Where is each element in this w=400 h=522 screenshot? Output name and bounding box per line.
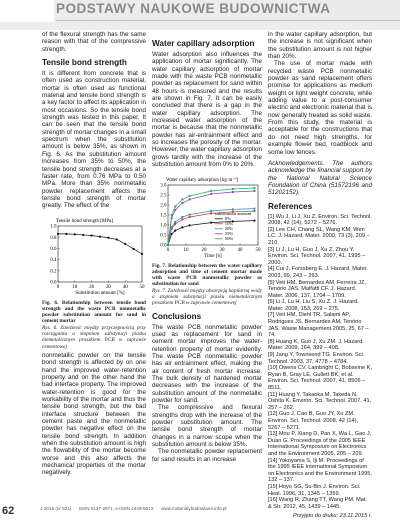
data-point xyxy=(253,189,255,191)
data-point xyxy=(181,226,183,228)
reference-item: [14] Yokoyama S, Iji M. Proceedings of the 1995 IEEE International Symposium on Electronics and the Environment 1995, 132 – 137. xyxy=(268,457,372,484)
data-point xyxy=(65,232,67,234)
reference-list xyxy=(268,214,372,511)
y-tick-label: 0.0 xyxy=(50,280,57,286)
data-point xyxy=(253,219,255,221)
paragraph-intro: of the flexural strength has the same reason with that of the compressive strength. xyxy=(42,31,146,53)
legend-label: 10% xyxy=(224,220,234,226)
paragraph-tensile: It is different from concrete that is often used as construction material, mortar is often used as functional material and tensile bond strength is a key factor to affect its application in most occasions. So the tensile bond strength was tested in this paper. It can be seen that the tensile bond strength of mortar changes in a small spectrum when the substitution amount is below 35%, as shown in Fig. 6. As the substitution amount increases from 35% to 50%, the tensile bond strength decreases at a faster rate, from 0.76 MPa to 0.50 MPa. More than 35% nonmetallic powder replacement affects the tensile bond strength of mortar greatly. The effect of the xyxy=(42,70,146,210)
data-point xyxy=(210,221,212,223)
x-tick-label: 20 xyxy=(201,247,207,253)
journal-header xyxy=(0,0,400,30)
figure-7 xyxy=(152,173,262,307)
reference-item: [15] Hoyo SG, Su-Bin J. Environ. Sci. Heal. 1996, 31, 1345 – 1359. xyxy=(268,483,361,497)
paragraph-right-2: The use of mortar made with recycled waste PCB nonmetallic powder as sand replacement offers promise for applications as medium weight or light weight concrete, while adding value to a post-consumer electric and electronic material that is now generally treated as solid waste. From this study, the material is acceptable for the constructions that do not need high strengths, for example flower bed, roadblock and some low fences. xyxy=(268,60,372,156)
paragraph-conclusions-2: The compressive and flexural strengths drop with the increase of the powder substitution amount. The tensile bond strength of mortar changes in a narrow scope when the substitution amount is below 35%. xyxy=(152,404,262,449)
y-tick-label: 0.4 xyxy=(50,257,57,263)
legend-label: 35% xyxy=(224,230,234,236)
data-point xyxy=(82,233,84,235)
x-axis-label: Time [h] xyxy=(204,253,222,259)
x-tick-label: 50 xyxy=(139,284,145,290)
footer-url[interactable]: www.materialybudowlane.info.pl xyxy=(161,506,227,511)
y-tick-label: 0.6 xyxy=(50,246,57,252)
reference-item: [6] Li J, Lu H, Liu S, Xu Z. J. Hazard. Mater. 2008, 153, 269 – 275. xyxy=(268,299,359,312)
data-point xyxy=(133,247,135,249)
figure-7-caption-pl: Rys. 7. Zależność między absorpcją kapilarną wody a stopniem substytucji piasku niemetalicznym proszkiem PCB w zaprawie cementowej xyxy=(152,287,262,307)
paragraph-water-adsorption: Water adsorption also influences the application of mortar significantly. The water capillary adsorption of mortar made with the waste PCB nonmetallic powder as replacement for sand within 48 hours is measured and the results are shown in Fig. 7. It can be easily concluded that there is a gap in the water capillary adsorption. The increased water adsorption of the mortar is because that the nonmetallic powder has air-entrainment effect and so increases the porosity of the mortar. However, the water capillary adsorption grows tardily with the increase of the substitution amount from 0% to 20%. xyxy=(152,51,262,169)
chart-water-capillary-adsorption xyxy=(152,173,262,263)
column-right xyxy=(268,31,372,521)
legend-title: substitution amount xyxy=(214,210,252,216)
reference-item: [2] Lee CH, Chang SL, Wang KM, Wen LC. J. Hazard. Mater. 2000, 73 (3), 209 – 210. xyxy=(268,226,370,246)
paragraph-conclusions-3: The nonmetallic powder replacement for sand results in an increase xyxy=(152,448,262,463)
data-point xyxy=(57,232,59,234)
y-tick-label: 1.0 xyxy=(160,223,167,229)
x-tick-label: 10 xyxy=(72,284,78,290)
acknowledgements: Acknowledgements. The authors acknowledge the financial support by the National Natural Science Foundation of China (51572196 and 51202152). xyxy=(268,159,372,197)
y-tick-label: 3.0 xyxy=(160,183,167,189)
journal-title: PODSTAWY NAUKOWE BUDOWNICTWA xyxy=(56,1,331,16)
received-date: Przyjęto do druku: 23.11.2015 r. xyxy=(293,513,372,520)
data-point xyxy=(189,198,191,200)
data-point xyxy=(167,243,169,245)
series-line xyxy=(168,220,254,244)
legend-label: 50% xyxy=(224,235,234,241)
y-tick-label: 1.0 xyxy=(50,224,57,230)
reference-item: [12] Guo J, Cao B, Guo JY, Xu ZM. Environ. Sci. Technol. 2008, 42 (14), 5267 – 5271. xyxy=(268,411,359,431)
data-point xyxy=(181,215,183,217)
data-point xyxy=(189,215,191,217)
y-tick-label: 0.8 xyxy=(50,235,57,241)
chart-tensile-bond-strength xyxy=(42,214,146,300)
reference-item: [4] Cui J, Forssberg E. J. Hazard. Mater. 2003, 99, 243 – 263. xyxy=(268,266,368,279)
reference-item: [11] Huang Y, Takaoka M, Takeda N, Oshita K. Environ. Sci. Technol. 2007, 41, 257 – 262. xyxy=(268,391,372,411)
figure-7-caption-en: Fig. 7. Relationship between the water capillary adsorption and time of cement mortar made with waste PCB nonmetallic powder as substitution for sand xyxy=(152,262,262,288)
section-title-conclusions: Conclusions xyxy=(152,311,202,321)
section-title-water-adsorption: Water capillary adsorption xyxy=(152,39,255,48)
reference-item: [5] Veit HM, Bernardes AM, Ferreira JZ, Tenório JAS, Malfatti CF. J. Hazard. Mater. 2006, 137, 1704 – 1709. xyxy=(268,279,366,299)
chart-title: Tensile bond strength [MPa] xyxy=(56,218,114,224)
data-point xyxy=(253,186,255,188)
data-point xyxy=(171,213,173,215)
x-tick-label: 20 xyxy=(89,284,95,290)
data-point xyxy=(74,233,76,235)
data-point xyxy=(99,235,101,237)
data-point xyxy=(210,192,212,194)
x-tick-label: 50 xyxy=(255,247,261,253)
figure-6-caption-en: Fig. 6. Relationship between tensile bond strength and the waste PCB nonmetallic powder substitution amount for sand in cement mortar xyxy=(42,299,146,325)
section-title-tensile: Tensile bond strength xyxy=(42,58,127,68)
header-left-strip xyxy=(0,0,54,22)
data-point xyxy=(91,234,93,236)
legend-label: 20% xyxy=(224,225,234,231)
chart-title: Water capillary adsorption [kg·m⁻²] xyxy=(166,177,239,183)
x-tick-label: 0 xyxy=(166,247,170,253)
figure-6 xyxy=(42,214,146,350)
reference-item: [13] Mou P, Xiang D, Pan X, Wa L, Gao J, Duan G. Proceedings of the 2005 IEEE International Symposium on Electronics and the Environment 2005, 205 – 209. xyxy=(268,431,372,457)
x-tick-label: 30 xyxy=(105,284,111,290)
page-footer xyxy=(40,506,380,514)
y-tick-label: 0.0 xyxy=(160,243,167,249)
data-point xyxy=(181,201,183,203)
y-tick-label: 1.5 xyxy=(160,213,167,219)
data-point xyxy=(232,190,234,192)
y-tick-label: 0.2 xyxy=(50,268,57,274)
column-middle xyxy=(152,31,262,463)
x-axis-label: Substitution amount [%] xyxy=(75,290,125,296)
data-point xyxy=(181,218,183,220)
reference-item: [1] Wu J, Li J, Xu Z. Environ. Sci. Technol. 2008, 42 (14), 5272 – 5276. xyxy=(268,213,372,227)
data-point xyxy=(253,209,255,211)
data-point xyxy=(189,194,191,196)
x-tick-label: 30 xyxy=(219,247,225,253)
y-tick-label: 2.5 xyxy=(160,193,167,199)
data-point xyxy=(116,238,118,240)
data-point xyxy=(174,205,176,207)
reference-item: [8] Huang K, Guo J, Xu ZM. J. Hazard. Mater. 2009, 164, 399 – 408. xyxy=(268,338,364,352)
data-point xyxy=(174,220,176,222)
x-tick-label: 40 xyxy=(122,284,128,290)
data-point xyxy=(253,207,255,209)
paragraph-tensile-continued: nonmetallic powder on the tensile bond strength is affected by on one hand the improved water-retention property and on the other hand the bad interface property. The improved water-retention is good for the workability of the mortar and thus the tensile bond strength, but the bad interface structure between the cement paste and the nonmetallic powder has negative effect on the tensile bond strength. In addition when the substitution amount is high the flowability of the mortar become worse and this also affects the mechanical properties of the mortar negatively. xyxy=(42,351,146,477)
x-tick-label: 40 xyxy=(237,247,243,253)
reference-item: [3] Li J, Lu H, Guo J, Xu Z, Zhou Y. Environ. Sci. Technol. 2007, 41, 1995 – 2000. xyxy=(268,246,366,266)
series-line xyxy=(168,188,254,245)
data-point xyxy=(189,213,191,215)
section-title-references: References xyxy=(268,201,313,211)
x-tick-label: 10 xyxy=(183,247,189,253)
data-point xyxy=(107,236,109,238)
data-point xyxy=(141,252,143,254)
reference-item: [9] Jang Y, Townsend TG. Environ. Sci. Technol. 2003, 37, 4778 – 4784. xyxy=(268,352,365,365)
data-point xyxy=(181,198,183,200)
y-tick-label: 0.5 xyxy=(160,233,167,239)
reference-item: [16] Wang R, Zhang TT, Wang PM. Mat. & Str. 2012, 45, 1439 – 1445. xyxy=(268,497,367,510)
column-left xyxy=(42,31,146,477)
x-tick-label: 0 xyxy=(56,284,60,290)
legend-label: 0% xyxy=(224,215,231,221)
paragraph-conclusions-1: The waste PCB nonmetallic powder used as replacement for sand in cement mortar improves the water-retention property of mortar evidently. The waste PCB nonmetallic powder has air entrainment effect, making the air content of fresh mortar increase. The bulk density of hardened mortar decreases with the increase of the substitution amount of the nonmetallic powder for sand. xyxy=(152,323,262,405)
footer-issue: 1 2016 (nr 521) xyxy=(40,506,72,511)
data-point xyxy=(189,224,191,226)
paragraph-right-1: in the water capillary adsorption, but the increase is not significant when the substitution amount is not higher than 20%. xyxy=(268,31,372,61)
data-point xyxy=(210,209,212,211)
reference-item: [10] Owens CV, Lambright C, Bobseine K, Ryan B, Gray LE, Gullett BK, et al. Environ. Sci. Technol. 2007, 41, 8506 – 8511. xyxy=(268,365,372,391)
data-point xyxy=(210,189,212,191)
page-number: 62 xyxy=(2,505,15,517)
data-point xyxy=(174,229,176,231)
header-rule xyxy=(56,20,400,21)
data-point xyxy=(210,212,212,214)
data-point xyxy=(124,242,126,244)
footer-issn: ISSN 0137-2971, e-ISSN 2449-951X xyxy=(78,506,154,511)
data-point xyxy=(232,187,234,189)
figure-6-caption-pl: Rys. 6. Zależność między przyczepnością przy rozciąganiu a stopniem substytucji piasku niemetalicznym proszkiem PCB w zaprawie cementowej xyxy=(42,324,146,350)
y-tick-label: 2.0 xyxy=(160,203,167,209)
reference-item: [7] Veit HM, Diehl TR, Salami AP, Rodrigues JS, Bernardes AM, Tenório JAS. Waste Management 2005, 25, 67 – 74. xyxy=(268,312,369,339)
